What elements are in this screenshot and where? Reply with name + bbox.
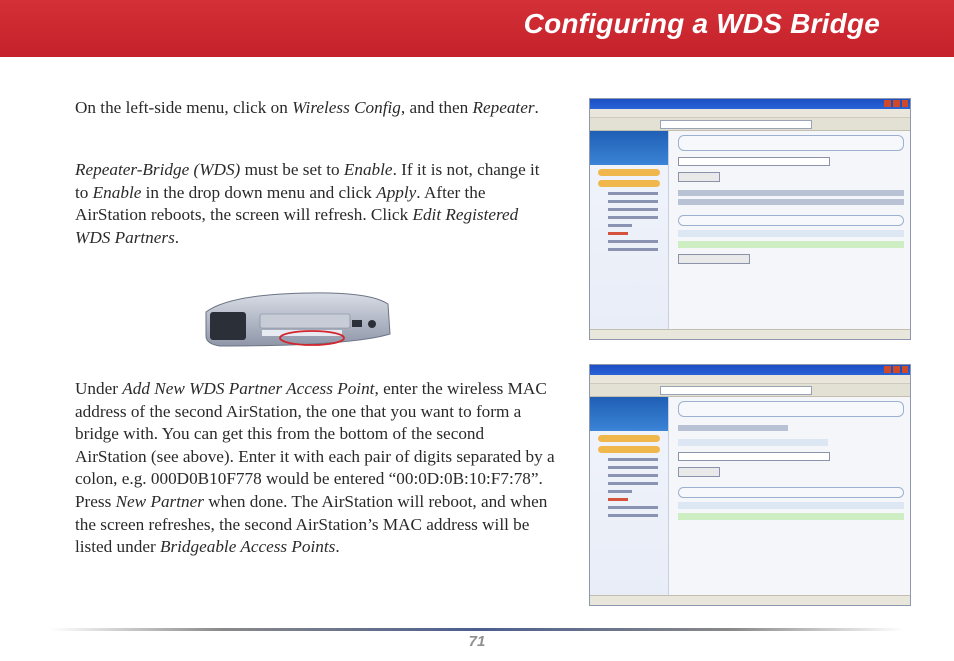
emphasized-text: Wireless Config (292, 98, 401, 117)
browser-toolbar (590, 384, 910, 397)
emphasized-text: New Partner (115, 491, 204, 511)
airstation-sidebar (590, 397, 669, 595)
wds-partners-panel (678, 401, 904, 595)
panel-title-bar (678, 135, 904, 151)
body-text: Under (75, 379, 123, 398)
window-controls (884, 100, 908, 107)
instruction-paragraph-3 (75, 378, 555, 559)
new-partner-button (678, 467, 720, 477)
browser-statusbar (590, 595, 910, 605)
body-text: when done. The AirStation will reboot, and when the screen refreshes, the second AirStation’s MAC address will be listed under (75, 491, 548, 557)
registered-access-points-header (678, 215, 904, 226)
sidebar-button (598, 169, 660, 176)
menu-item (608, 458, 658, 461)
add-partner-header (678, 439, 828, 446)
screenshot-bridgeable-access-points (589, 364, 911, 606)
browser-statusbar (590, 329, 910, 339)
menu-item-selected (608, 498, 628, 501)
emphasized-text: Apply (376, 182, 417, 202)
body-text: in the drop down menu and click (141, 182, 377, 202)
menu-item-selected (608, 232, 628, 235)
link-text (678, 425, 788, 431)
body-text: . (174, 227, 180, 247)
menu-item (608, 192, 658, 195)
sidebar-button (598, 180, 660, 187)
body-text: . (534, 98, 539, 117)
browser-menubar (590, 109, 910, 118)
emphasized-text: Enable (343, 160, 393, 179)
menu-item (608, 506, 658, 509)
window-controls (884, 366, 908, 373)
settings-panel (678, 135, 904, 329)
repeater-select (678, 157, 830, 166)
sidebar-button (598, 446, 660, 453)
emphasized-text: Bridgeable Access Points (159, 537, 336, 557)
table-header-row (678, 502, 904, 509)
table-row (678, 513, 904, 520)
menu-item (608, 514, 658, 517)
browser-menubar (590, 375, 910, 384)
emphasized-text: Enable (92, 182, 142, 202)
airstation-logo (590, 131, 668, 165)
body-text: . After the AirStation reboots, the screen will refresh. Click (75, 182, 486, 225)
body-text: must be set to (240, 160, 344, 179)
browser-titlebar (590, 365, 910, 375)
emphasized-text: Repeater (472, 98, 535, 117)
body-text: . (335, 537, 340, 557)
menu-item (608, 474, 658, 477)
menu-item (608, 200, 658, 203)
airstation-logo (590, 397, 668, 431)
address-bar (660, 120, 812, 129)
body-text: . If it is not, change it to (75, 160, 540, 202)
menu-item (608, 490, 632, 493)
menu-item (608, 208, 658, 211)
menu-item (608, 466, 658, 469)
page-header (0, 0, 954, 57)
address-bar (660, 386, 812, 395)
table-header-row (678, 230, 904, 237)
menu-item (608, 216, 658, 219)
apply-button (678, 172, 720, 182)
emphasized-text: Repeater-Bridge (WDS) (75, 160, 241, 179)
emphasized-text: Add New WDS Partner Access Point (122, 379, 375, 398)
menu-item (608, 482, 658, 485)
browser-titlebar (590, 99, 910, 109)
table-row (678, 241, 904, 248)
description-text (678, 199, 904, 205)
menu-item (608, 248, 658, 251)
emphasized-text: Edit Registered WDS Partners (75, 205, 519, 247)
airstation-sidebar (590, 131, 669, 329)
router-photo (200, 290, 395, 350)
screenshot-repeater-settings (589, 98, 911, 340)
sidebar-button (598, 435, 660, 442)
body-text: , enter the wireless MAC address of the second AirStation, the one that you want to form a bridge with. You can get this from the bottom of the second AirStation (see above). Enter it with each pair of digits separated by a colon, e.g. 000D0B10F778 would be entered “00:0D:0B:10:F7:78”. Press (75, 379, 555, 511)
menu-item (608, 240, 658, 243)
instruction-paragraph-1 (75, 97, 555, 120)
description-text (678, 190, 904, 196)
page-title: Configuring a WDS Bridge (523, 8, 880, 39)
menu-item (608, 224, 632, 227)
body-text: On the left-side menu, click on (75, 98, 293, 117)
footer-rule (50, 628, 904, 631)
body-text: , and then (400, 98, 473, 117)
browser-toolbar (590, 118, 910, 131)
panel-title-bar (678, 401, 904, 417)
mac-address-input (678, 452, 830, 461)
instruction-paragraph-2 (75, 159, 555, 249)
edit-partners-button (678, 254, 750, 264)
page-number: 71 (468, 633, 486, 650)
bridgeable-access-points-header (678, 487, 904, 498)
